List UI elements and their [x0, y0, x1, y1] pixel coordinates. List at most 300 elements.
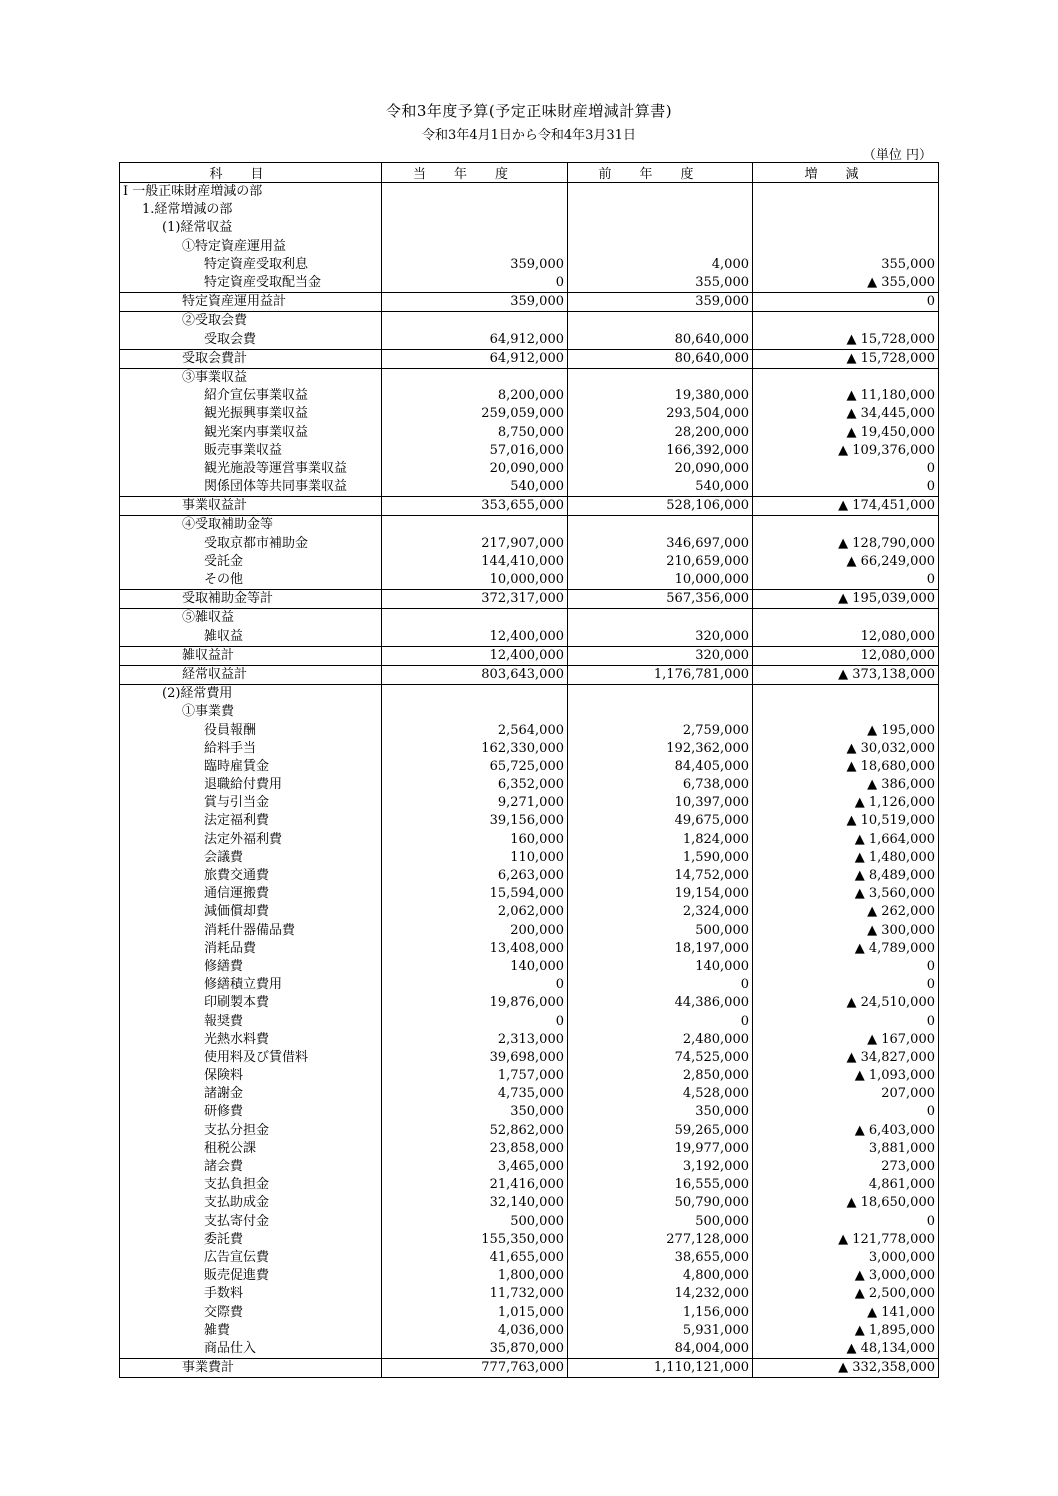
table-row	[120, 740, 939, 758]
row-change: 0	[753, 478, 939, 497]
table-row	[120, 831, 939, 849]
header-current-year: 当年度	[382, 163, 568, 183]
row-previous-year: 0	[568, 976, 753, 994]
table-row	[120, 442, 939, 460]
row-change: ▲ 24,510,000	[753, 994, 939, 1012]
document-period: 令和3年4月1日から令和4年3月31日	[422, 128, 636, 143]
row-previous-year: 2,480,000	[568, 1031, 753, 1049]
table-row	[120, 1303, 939, 1321]
row-change: ▲ 1,664,000	[753, 831, 939, 849]
row-current-year: 1,800,000	[382, 1267, 568, 1285]
row-change: ▲ 300,000	[753, 922, 939, 940]
header-previous-year: 前年度	[568, 163, 753, 183]
row-label: ①特定資産運用益	[120, 238, 382, 256]
row-previous-year: 20,090,000	[568, 460, 753, 478]
table-row	[120, 776, 939, 794]
row-label: 1.経常増減の部	[120, 201, 382, 219]
row-label: 事業収益計	[120, 497, 382, 516]
row-current-year: 9,271,000	[382, 794, 568, 812]
row-label: 支払寄付金	[120, 1213, 382, 1231]
table-row	[120, 1322, 939, 1340]
row-change: ▲ 121,778,000	[753, 1231, 939, 1249]
row-current-year: 140,000	[382, 958, 568, 976]
row-label: 事業費計	[120, 1359, 382, 1378]
row-previous-year: 500,000	[568, 1213, 753, 1231]
row-change: 3,881,000	[753, 1140, 939, 1158]
row-label: 特定資産受取利息	[120, 256, 382, 274]
row-previous-year: 16,555,000	[568, 1176, 753, 1194]
row-current-year	[382, 312, 568, 331]
row-current-year: 353,655,000	[382, 497, 568, 516]
row-change: ▲ 174,451,000	[753, 497, 939, 516]
row-previous-year: 49,675,000	[568, 812, 753, 830]
row-previous-year: 50,790,000	[568, 1194, 753, 1212]
row-change: 355,000	[753, 256, 939, 274]
table-row	[120, 571, 939, 590]
row-change	[753, 368, 939, 387]
table-total-row	[120, 368, 939, 387]
row-label: 関係団体等共同事業収益	[120, 478, 382, 497]
row-current-year: 21,416,000	[382, 1176, 568, 1194]
row-label: 法定外福利費	[120, 831, 382, 849]
table-row	[120, 553, 939, 571]
row-current-year: 2,062,000	[382, 903, 568, 921]
table-row	[120, 1012, 939, 1030]
row-current-year	[382, 609, 568, 628]
table-total-row	[120, 497, 939, 516]
row-previous-year: 277,128,000	[568, 1231, 753, 1249]
row-change	[753, 238, 939, 256]
unit-label: （単位 円）	[862, 148, 932, 163]
row-change: ▲ 141,000	[753, 1303, 939, 1321]
row-previous-year: 0	[568, 1012, 753, 1030]
table-row	[120, 387, 939, 405]
row-change: 0	[753, 293, 939, 312]
row-current-year: 64,912,000	[382, 349, 568, 368]
table-total-row	[120, 609, 939, 628]
document-title: 令和3年度予算(予定正味財産増減計算書)	[385, 102, 673, 120]
row-current-year	[382, 685, 568, 704]
row-previous-year: 1,590,000	[568, 849, 753, 867]
row-current-year: 155,350,000	[382, 1231, 568, 1249]
row-previous-year: 528,106,000	[568, 497, 753, 516]
row-label: 通信運搬費	[120, 885, 382, 903]
row-previous-year: 4,800,000	[568, 1267, 753, 1285]
row-change: ▲ 195,000	[753, 721, 939, 739]
row-current-year: 162,330,000	[382, 740, 568, 758]
row-current-year: 10,000,000	[382, 571, 568, 590]
row-current-year: 217,907,000	[382, 535, 568, 553]
row-previous-year: 1,176,781,000	[568, 665, 753, 684]
row-change: ▲ 1,895,000	[753, 1322, 939, 1340]
row-current-year: 6,263,000	[382, 867, 568, 885]
row-current-year: 35,870,000	[382, 1340, 568, 1359]
row-previous-year: 6,738,000	[568, 776, 753, 794]
row-change	[753, 312, 939, 331]
row-label: 受取会費計	[120, 349, 382, 368]
table-row	[120, 478, 939, 497]
row-current-year: 52,862,000	[382, 1122, 568, 1140]
row-current-year: 0	[382, 274, 568, 293]
row-change: ▲ 30,032,000	[753, 740, 939, 758]
row-current-year	[382, 516, 568, 535]
row-change: ▲ 18,650,000	[753, 1194, 939, 1212]
row-previous-year: 2,324,000	[568, 903, 753, 921]
table-row	[120, 849, 939, 867]
row-current-year: 3,465,000	[382, 1158, 568, 1176]
row-change: ▲ 34,827,000	[753, 1049, 939, 1067]
row-previous-year: 74,525,000	[568, 1049, 753, 1067]
row-change: 12,080,000	[753, 646, 939, 665]
row-previous-year: 18,197,000	[568, 940, 753, 958]
row-change: ▲ 332,358,000	[753, 1359, 939, 1378]
table-header-row	[120, 163, 939, 183]
row-current-year: 2,313,000	[382, 1031, 568, 1049]
row-change: 0	[753, 958, 939, 976]
table-row	[120, 903, 939, 921]
row-label: 使用料及び賃借料	[120, 1049, 382, 1067]
row-label: 光熱水料費	[120, 1031, 382, 1049]
row-change: ▲ 19,450,000	[753, 423, 939, 441]
row-label: ④受取補助金等	[120, 516, 382, 535]
row-label: 消耗什器備品費	[120, 922, 382, 940]
row-current-year: 200,000	[382, 922, 568, 940]
row-change: ▲ 11,180,000	[753, 387, 939, 405]
row-previous-year: 80,640,000	[568, 331, 753, 350]
row-change: 3,000,000	[753, 1249, 939, 1267]
row-label: (1)経常収益	[120, 219, 382, 237]
row-current-year: 32,140,000	[382, 1194, 568, 1212]
table-total-row	[120, 312, 939, 331]
row-label: 商品仕入	[120, 1340, 382, 1359]
row-previous-year: 14,752,000	[568, 867, 753, 885]
row-previous-year: 320,000	[568, 646, 753, 665]
row-previous-year: 350,000	[568, 1103, 753, 1121]
row-label: 臨時雇賃金	[120, 758, 382, 776]
row-current-year: 259,059,000	[382, 405, 568, 423]
row-current-year: 23,858,000	[382, 1140, 568, 1158]
row-change: ▲ 1,480,000	[753, 849, 939, 867]
row-current-year: 8,200,000	[382, 387, 568, 405]
table-row	[120, 183, 939, 202]
row-previous-year: 1,156,000	[568, 1303, 753, 1321]
table-row	[120, 628, 939, 647]
row-current-year: 777,763,000	[382, 1359, 568, 1378]
table-row	[120, 1067, 939, 1085]
row-previous-year: 2,759,000	[568, 721, 753, 739]
row-change: ▲ 4,789,000	[753, 940, 939, 958]
row-label: その他	[120, 571, 382, 590]
row-current-year: 39,698,000	[382, 1049, 568, 1067]
row-current-year	[382, 201, 568, 219]
row-label: 受託金	[120, 553, 382, 571]
table-body	[120, 183, 939, 1378]
row-label: 交際費	[120, 1303, 382, 1321]
row-current-year	[382, 703, 568, 721]
row-previous-year: 84,004,000	[568, 1340, 753, 1359]
table-row	[120, 1140, 939, 1158]
table-total-row	[120, 1359, 939, 1378]
table-total-row	[120, 516, 939, 535]
row-label: 販売促進費	[120, 1267, 382, 1285]
row-change: ▲ 167,000	[753, 1031, 939, 1049]
row-change: ▲ 355,000	[753, 274, 939, 293]
row-label: 給料手当	[120, 740, 382, 758]
row-label: 紹介宣伝事業収益	[120, 387, 382, 405]
row-label: 修繕費	[120, 958, 382, 976]
row-previous-year: 567,356,000	[568, 590, 753, 609]
table-row	[120, 1103, 939, 1121]
row-previous-year	[568, 219, 753, 237]
row-previous-year: 210,659,000	[568, 553, 753, 571]
table-row	[120, 219, 939, 237]
row-change	[753, 201, 939, 219]
row-change: ▲ 66,249,000	[753, 553, 939, 571]
row-label: 旅費交通費	[120, 867, 382, 885]
row-label: 手数料	[120, 1285, 382, 1303]
row-label: 観光振興事業収益	[120, 405, 382, 423]
row-change: 0	[753, 1012, 939, 1030]
table-row	[120, 274, 939, 293]
row-current-year: 57,016,000	[382, 442, 568, 460]
row-label: 特定資産運用益計	[120, 293, 382, 312]
table-row	[120, 1340, 939, 1359]
row-label: 研修費	[120, 1103, 382, 1121]
row-current-year: 20,090,000	[382, 460, 568, 478]
table-row	[120, 940, 939, 958]
row-previous-year: 10,397,000	[568, 794, 753, 812]
row-change: ▲ 2,500,000	[753, 1285, 939, 1303]
row-previous-year: 500,000	[568, 922, 753, 940]
table-row	[120, 423, 939, 441]
row-previous-year: 19,977,000	[568, 1140, 753, 1158]
row-label: 広告宣伝費	[120, 1249, 382, 1267]
row-current-year: 110,000	[382, 849, 568, 867]
row-change	[753, 183, 939, 202]
row-label: 受取会費	[120, 331, 382, 350]
row-previous-year: 59,265,000	[568, 1122, 753, 1140]
row-current-year: 500,000	[382, 1213, 568, 1231]
row-previous-year	[568, 703, 753, 721]
row-label: 諸謝金	[120, 1085, 382, 1103]
row-current-year: 64,912,000	[382, 331, 568, 350]
row-previous-year: 19,380,000	[568, 387, 753, 405]
row-current-year	[382, 368, 568, 387]
row-previous-year: 28,200,000	[568, 423, 753, 441]
row-previous-year	[568, 609, 753, 628]
row-previous-year: 4,000	[568, 256, 753, 274]
table-total-row	[120, 646, 939, 665]
row-previous-year: 5,931,000	[568, 1322, 753, 1340]
table-row	[120, 1231, 939, 1249]
row-label: 雑収益	[120, 628, 382, 647]
row-previous-year: 44,386,000	[568, 994, 753, 1012]
row-current-year	[382, 183, 568, 202]
row-previous-year: 84,405,000	[568, 758, 753, 776]
row-previous-year: 4,528,000	[568, 1085, 753, 1103]
row-change: ▲ 15,728,000	[753, 349, 939, 368]
table-total-row	[120, 349, 939, 368]
row-previous-year	[568, 201, 753, 219]
table-row	[120, 1213, 939, 1231]
row-current-year: 359,000	[382, 293, 568, 312]
row-current-year: 359,000	[382, 256, 568, 274]
row-change	[753, 685, 939, 704]
row-current-year	[382, 238, 568, 256]
table-row	[120, 201, 939, 219]
row-current-year: 6,352,000	[382, 776, 568, 794]
row-label: 観光施設等運営事業収益	[120, 460, 382, 478]
row-current-year: 144,410,000	[382, 553, 568, 571]
row-previous-year: 1,824,000	[568, 831, 753, 849]
row-change: ▲ 48,134,000	[753, 1340, 939, 1359]
row-change: 0	[753, 1213, 939, 1231]
row-current-year: 0	[382, 1012, 568, 1030]
row-current-year: 1,015,000	[382, 1303, 568, 1321]
row-label: (2)経常費用	[120, 685, 382, 704]
row-label: ⑤雑収益	[120, 609, 382, 628]
table-row	[120, 1158, 939, 1176]
table-row	[120, 867, 939, 885]
row-label: ①事業費	[120, 703, 382, 721]
table-row	[120, 958, 939, 976]
row-current-year: 540,000	[382, 478, 568, 497]
table-row	[120, 922, 939, 940]
header-account: 科目	[120, 163, 382, 183]
row-current-year: 13,408,000	[382, 940, 568, 958]
table-row	[120, 405, 939, 423]
row-label: 支払負担金	[120, 1176, 382, 1194]
row-label: 会議費	[120, 849, 382, 867]
row-change: ▲ 1,126,000	[753, 794, 939, 812]
row-label: 租税公課	[120, 1140, 382, 1158]
row-change: ▲ 386,000	[753, 776, 939, 794]
row-label: 観光案内事業収益	[120, 423, 382, 441]
row-label: 受取補助金等計	[120, 590, 382, 609]
row-previous-year: 140,000	[568, 958, 753, 976]
table-row	[120, 1031, 939, 1049]
table-row	[120, 1176, 939, 1194]
row-label: 経常収益計	[120, 665, 382, 684]
row-current-year: 12,400,000	[382, 628, 568, 647]
row-change: 207,000	[753, 1085, 939, 1103]
row-change: ▲ 3,560,000	[753, 885, 939, 903]
table-row	[120, 1267, 939, 1285]
table-total-row	[120, 293, 939, 312]
row-previous-year: 320,000	[568, 628, 753, 647]
row-previous-year	[568, 312, 753, 331]
row-change	[753, 219, 939, 237]
row-label: 賞与引当金	[120, 794, 382, 812]
row-label: ③事業収益	[120, 368, 382, 387]
row-label: 支払分担金	[120, 1122, 382, 1140]
table-row	[120, 256, 939, 274]
table-row	[120, 460, 939, 478]
row-label: 消耗品費	[120, 940, 382, 958]
row-label: 雑収益計	[120, 646, 382, 665]
table-row	[120, 1285, 939, 1303]
row-change: ▲ 6,403,000	[753, 1122, 939, 1140]
table-row	[120, 1194, 939, 1212]
table-row	[120, 238, 939, 256]
row-current-year: 19,876,000	[382, 994, 568, 1012]
row-current-year: 803,643,000	[382, 665, 568, 684]
row-previous-year: 14,232,000	[568, 1285, 753, 1303]
table-total-row	[120, 590, 939, 609]
row-change: ▲ 1,093,000	[753, 1067, 939, 1085]
row-previous-year: 166,392,000	[568, 442, 753, 460]
row-label: 減価償却費	[120, 903, 382, 921]
table-row	[120, 1249, 939, 1267]
row-previous-year: 346,697,000	[568, 535, 753, 553]
row-label: ②受取会費	[120, 312, 382, 331]
row-previous-year: 359,000	[568, 293, 753, 312]
header-change: 増減	[753, 163, 939, 183]
row-label: 退職給付費用	[120, 776, 382, 794]
row-previous-year: 355,000	[568, 274, 753, 293]
row-current-year: 41,655,000	[382, 1249, 568, 1267]
table-row	[120, 1122, 939, 1140]
row-label: 販売事業収益	[120, 442, 382, 460]
row-label: 印刷製本費	[120, 994, 382, 1012]
table-row	[120, 331, 939, 350]
row-label: 特定資産受取配当金	[120, 274, 382, 293]
row-current-year: 12,400,000	[382, 646, 568, 665]
row-previous-year: 10,000,000	[568, 571, 753, 590]
row-current-year: 350,000	[382, 1103, 568, 1121]
row-change: ▲ 109,376,000	[753, 442, 939, 460]
row-current-year: 4,735,000	[382, 1085, 568, 1103]
row-current-year: 1,757,000	[382, 1067, 568, 1085]
row-current-year: 0	[382, 976, 568, 994]
row-label: 修繕積立費用	[120, 976, 382, 994]
table-row	[120, 976, 939, 994]
row-previous-year: 19,154,000	[568, 885, 753, 903]
row-change: ▲ 128,790,000	[753, 535, 939, 553]
row-current-year: 8,750,000	[382, 423, 568, 441]
row-change: 273,000	[753, 1158, 939, 1176]
row-change: ▲ 3,000,000	[753, 1267, 939, 1285]
row-current-year: 15,594,000	[382, 885, 568, 903]
row-previous-year: 3,192,000	[568, 1158, 753, 1176]
row-current-year	[382, 219, 568, 237]
row-label: 保険料	[120, 1067, 382, 1085]
row-label: 雑費	[120, 1322, 382, 1340]
row-change: ▲ 18,680,000	[753, 758, 939, 776]
table-row	[120, 721, 939, 739]
budget-table	[119, 162, 939, 1378]
row-change: ▲ 10,519,000	[753, 812, 939, 830]
row-change: ▲ 34,445,000	[753, 405, 939, 423]
row-previous-year	[568, 685, 753, 704]
row-label: Ⅰ 一般正味財産増減の部	[120, 183, 382, 202]
row-change: 12,080,000	[753, 628, 939, 647]
row-label: 委託費	[120, 1231, 382, 1249]
row-current-year: 4,036,000	[382, 1322, 568, 1340]
row-label: 法定福利費	[120, 812, 382, 830]
row-change: ▲ 373,138,000	[753, 665, 939, 684]
row-change	[753, 703, 939, 721]
table-row	[120, 994, 939, 1012]
table-total-row	[120, 665, 939, 684]
row-change: 0	[753, 976, 939, 994]
table-row	[120, 885, 939, 903]
row-current-year: 160,000	[382, 831, 568, 849]
row-current-year: 372,317,000	[382, 590, 568, 609]
table-row	[120, 812, 939, 830]
row-previous-year: 192,362,000	[568, 740, 753, 758]
row-change	[753, 609, 939, 628]
